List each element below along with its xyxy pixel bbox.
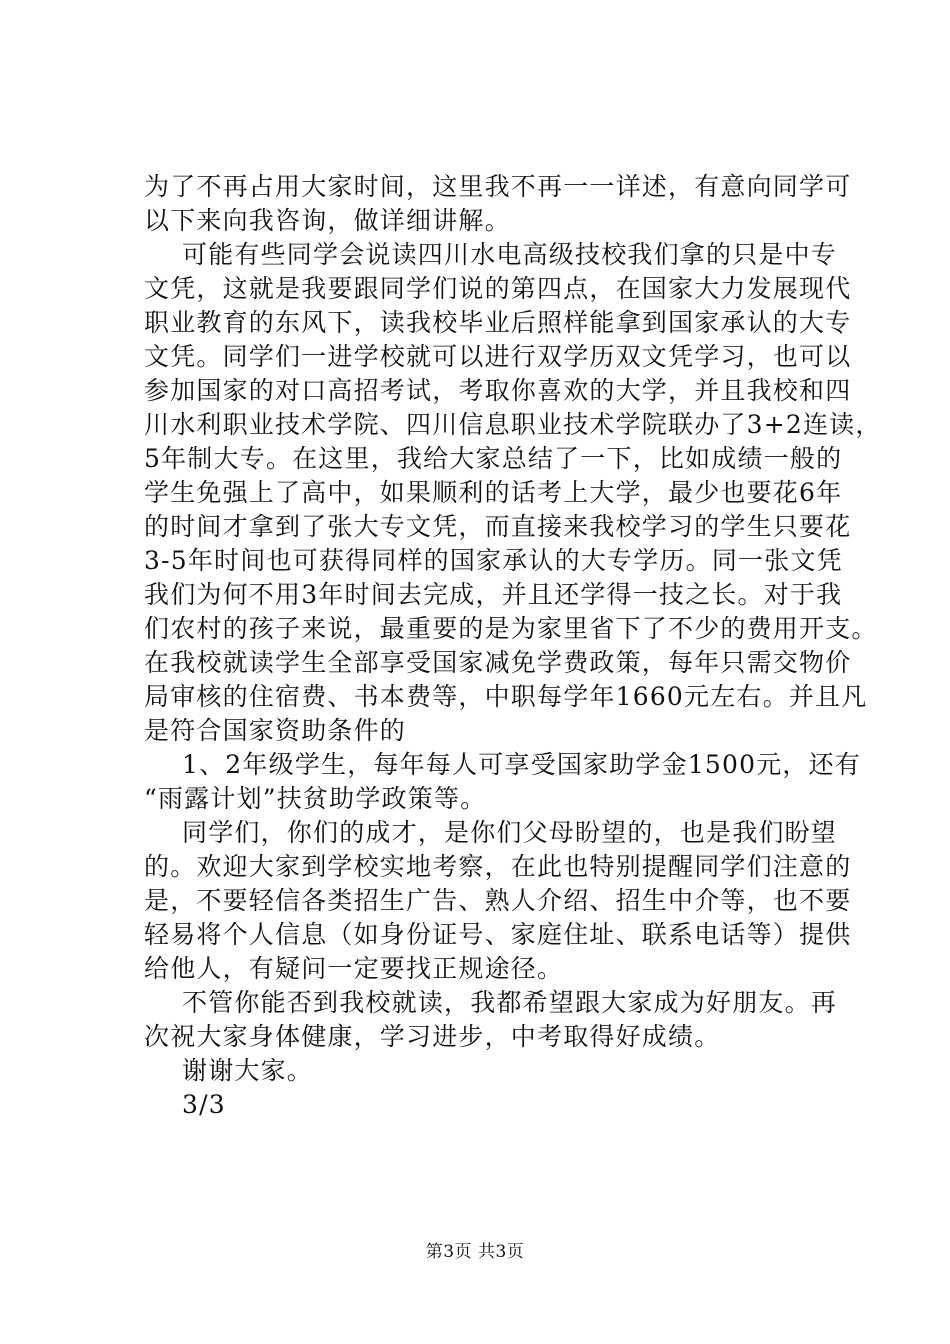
text-line: 可能有些同学会说读四川水电高级技校我们拿的只是中专	[182, 240, 838, 269]
text-line: 是符合国家资助条件的	[144, 716, 407, 745]
text-line: 1、2年级学生，每年每人可享受国家助学金1500元，还有	[182, 750, 862, 779]
text-line: 不管你能否到我校就读，我都希望跟大家成为好朋友。再	[182, 988, 838, 1017]
text-line: 们农村的孩子来说，最重要的是为家里省下了不少的费用开支。	[144, 614, 878, 643]
text-line: 文凭。同学们一进学校就可以进行双学历双文凭学习，也可以	[144, 342, 852, 371]
text-line: 文凭，这就是我要跟同学们说的第四点，在国家大力发展现代	[144, 274, 852, 303]
text-line: 谢谢大家。	[182, 1056, 314, 1085]
text-line: 参加国家的对口高招考试，考取你喜欢的大学，并且我校和四	[144, 376, 852, 405]
text-line: 学生免强上了高中，如果顺利的话考上大学，最少也要花6年	[144, 478, 843, 507]
text-line: 轻易将个人信息（如身份证号、家庭住址、联系电话等）提供	[144, 920, 852, 949]
text-line: 我们为何不用3年时间去完成，并且还学得一技之长。对于我	[144, 580, 843, 609]
text-line: 给他人，有疑问一定要找正规途径。	[144, 954, 564, 983]
text-line: 3-5年时间也可获得同样的国家承认的大专学历。同一张文凭	[144, 546, 843, 575]
text-line: 局审核的住宿费、书本费等，中职每学年1660元左右。并且凡	[144, 682, 868, 711]
page-footer: 第3页 共3页	[425, 1242, 525, 1262]
text-line: “雨露计划”扶贫助学政策等。	[144, 784, 487, 813]
text-line: 在我校就读学生全部享受国家减免学费政策，每年只需交物价	[144, 648, 852, 677]
text-line: 以下来向我咨询，做详细讲解。	[144, 206, 511, 235]
text-line: 是，不要轻信各类招生广告、熟人介绍、招生中介等，也不要	[144, 886, 852, 915]
text-line: 5年制大专。在这里，我给大家总结了一下，比如成绩一般的	[144, 444, 843, 473]
text-line: 为了不再占用大家时间，这里我不再一一详述，有意向同学可	[144, 172, 852, 201]
text-line: 的。欢迎大家到学校实地考察，在此也特别提醒同学们注意的	[144, 852, 852, 881]
document-body	[144, 170, 882, 1122]
text-line: 川水利职业技术学院、四川信息职业技术学院联办了3+2连读，	[144, 410, 882, 439]
text-line: 职业教育的东风下，读我校毕业后照样能拿到国家承认的大专	[144, 308, 852, 337]
text-line: 同学们，你们的成才，是你们父母盼望的，也是我们盼望	[182, 818, 838, 847]
text-line: 次祝大家身体健康，学习进步，中考取得好成绩。	[144, 1022, 721, 1051]
page-fraction: 3/3	[182, 1090, 226, 1119]
text-line: 的时间才拿到了张大专文凭，而直接来我校学习的学生只要花	[144, 512, 852, 541]
